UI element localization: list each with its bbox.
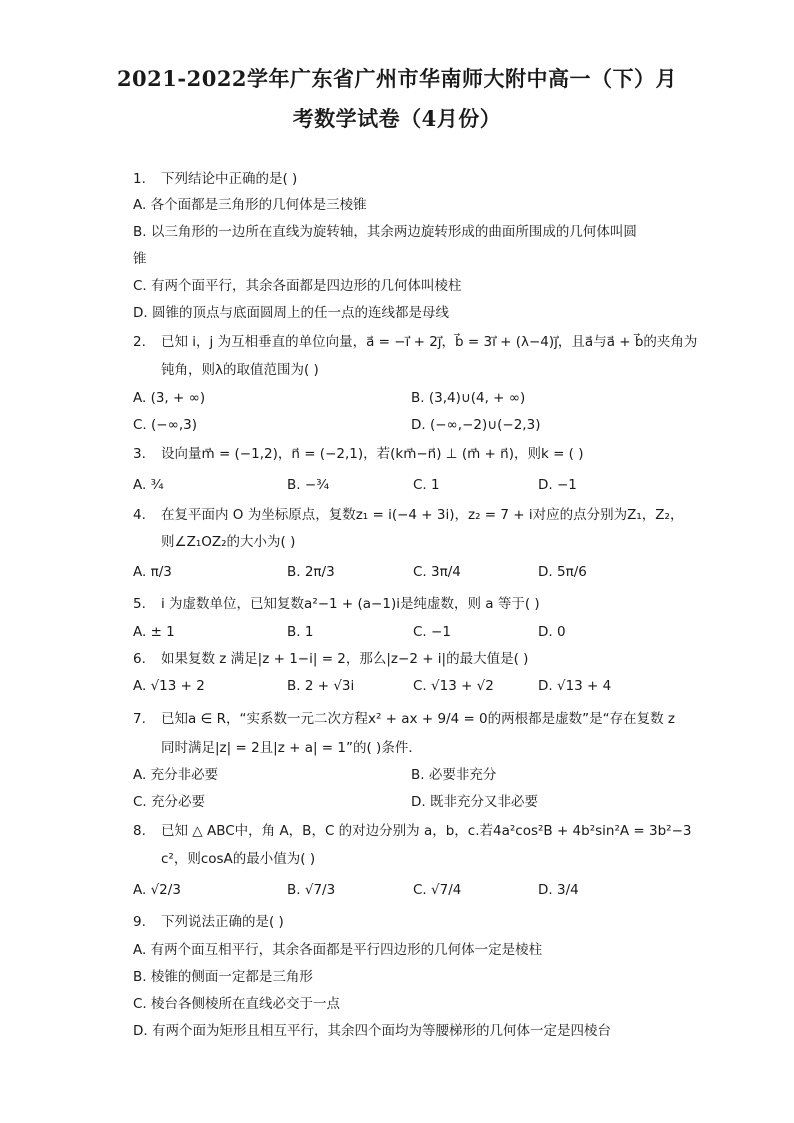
q3-option-c: C. 1 (413, 477, 440, 493)
q9-option-b: B. 棱锥的侧面一定都是三角形 (133, 969, 313, 985)
q5-option-c: C. −1 (413, 624, 451, 640)
q6-option-c: C. √13 + √2 (413, 678, 494, 694)
q8-option-b: B. √7/3 (287, 882, 336, 898)
q7-option-a: A. 充分非必要 (133, 767, 219, 783)
q4-option-d: D. 5π/6 (538, 564, 587, 580)
question-2 (133, 333, 697, 351)
question-stem: 如果复数 z 满足|z + 1−i| = 2，那么|z−2 + i|的最大值是( ) (161, 651, 529, 667)
q8-option-c: C. √7/4 (413, 882, 462, 898)
q8-option-a: A. √2/3 (133, 882, 181, 898)
question-stem: i 为虚数单位，已知复数a²−1 + (a−1)i是纯虚数，则 a 等于( ) (161, 596, 540, 612)
q2-option-a: A. (3, + ∞) (133, 390, 206, 406)
question-number: 4. (133, 507, 146, 523)
q9-option-c: C. 棱台各侧棱所在直线必交于一点 (133, 996, 341, 1012)
question-stem: 已知 i，j 为互相垂直的单位向量，a⃗ = −i⃗ + 2j⃗，b⃗ = 3i⃗ + (λ−4)j⃗，且a⃗与a⃗ + b⃗的夹角为 (161, 334, 698, 350)
q4-option-a: A. π/3 (133, 564, 172, 580)
question-stem: 已知 △ ABC中，角 A，B，C 的对边分别为 a，b，c.若4a²cos²B + 4b²sin²A = 3b²−3 (161, 823, 692, 839)
q9-option-a: A. 有两个面互相平行，其余各面都是平行四边形的几何体一定是棱柱 (133, 942, 543, 958)
q1-option-d: D. 圆锥的顶点与底面圆周上的任一点的连线都是母线 (133, 305, 449, 321)
q4-option-c: C. 3π/4 (413, 564, 461, 580)
exam-title-line2: 考数学试卷（4月份） (292, 106, 502, 131)
q1-option-b-line1: B. 以三角形的一边所在直线为旋转轴，其余两边旋转形成的曲面所围成的几何体叫圆 (133, 224, 637, 240)
question-number: 9. (133, 914, 146, 930)
question-6 (133, 650, 528, 668)
question-number: 5. (133, 596, 146, 612)
q5-option-d: D. 0 (538, 624, 566, 640)
question-3 (133, 445, 584, 463)
q5-option-b: B. 1 (287, 624, 314, 640)
q3-option-b: B. −¾ (287, 477, 330, 493)
q6-option-a: A. √13 + 2 (133, 678, 205, 694)
q3-option-a: A. ¾ (133, 477, 164, 493)
question-8 (133, 822, 691, 840)
q7-option-b: B. 必要非充分 (411, 767, 497, 783)
q1-option-b-line2: 锥 (133, 251, 147, 267)
question-stem: 在复平面内 O 为坐标原点，复数z₁ = i(−4 + 3i)，z₂ = 7 + i对应的点分别为Z₁，Z₂， (161, 507, 684, 523)
exam-title-line1: 2021-2022学年广东省广州市华南师大附中高一（下）月 (116, 66, 678, 91)
question-number: 3. (133, 446, 146, 462)
question-number: 7. (133, 711, 146, 727)
question-stem: 下列说法正确的是( ) (161, 914, 284, 930)
q8-option-d: D. 3/4 (538, 882, 579, 898)
question-5 (133, 595, 540, 613)
question-number: 1. (133, 171, 146, 187)
q9-option-d: D. 有两个面为矩形且相互平行，其余四个面均为等腰梯形的几何体一定是四棱台 (133, 1023, 611, 1039)
q7-stem-line2: 同时满足|z| = 2且|z + a| = 1”的( )条件． (161, 740, 422, 756)
q4-stem-line2: 则∠Z₁OZ₂的大小为( ) (161, 534, 296, 550)
q8-stem-line2: c²，则cosA的最小值为( ) (161, 851, 316, 867)
question-stem: 下列结论中正确的是( ) (161, 171, 298, 187)
q5-option-a: A. ± 1 (133, 624, 175, 640)
q1-option-c: C. 有两个面平行，其余各面都是四边形的几何体叫棱柱 (133, 278, 462, 294)
question-1 (133, 170, 297, 188)
q2-option-b: B. (3,4)∪(4, + ∞) (411, 390, 526, 406)
question-9 (133, 913, 284, 931)
q4-option-b: B. 2π/3 (287, 564, 335, 580)
question-4 (133, 506, 683, 524)
question-7 (133, 710, 675, 728)
q1-option-a: A. 各个面都是三角形的几何体是三棱锥 (133, 197, 367, 213)
q2-option-d: D. (−∞,−2)∪(−2,3) (411, 417, 541, 433)
question-number: 6. (133, 651, 146, 667)
q2-option-c: C. (−∞,3) (133, 417, 197, 433)
question-stem: 设向量m⃗ = (−1,2)，n⃗ = (−2,1)，若(km⃗−n⃗) ⊥ (m⃗ + n⃗)，则k = ( ) (161, 446, 584, 462)
q2-stem-line2: 钝角，则λ的取值范围为( ) (161, 362, 319, 378)
question-number: 8. (133, 823, 146, 839)
q7-option-d: D. 既非充分又非必要 (411, 794, 538, 810)
question-stem: 已知a ∈ R，“实系数一元二次方程x² + ax + 9/4 = 0的两根都是虚数”是“存在复数 z (161, 711, 676, 727)
question-number: 2. (133, 334, 146, 350)
q6-option-b: B. 2 + √3i (287, 678, 355, 694)
q7-option-c: C. 充分必要 (133, 794, 206, 810)
q6-option-d: D. √13 + 4 (538, 678, 612, 694)
q3-option-d: D. −1 (538, 477, 577, 493)
